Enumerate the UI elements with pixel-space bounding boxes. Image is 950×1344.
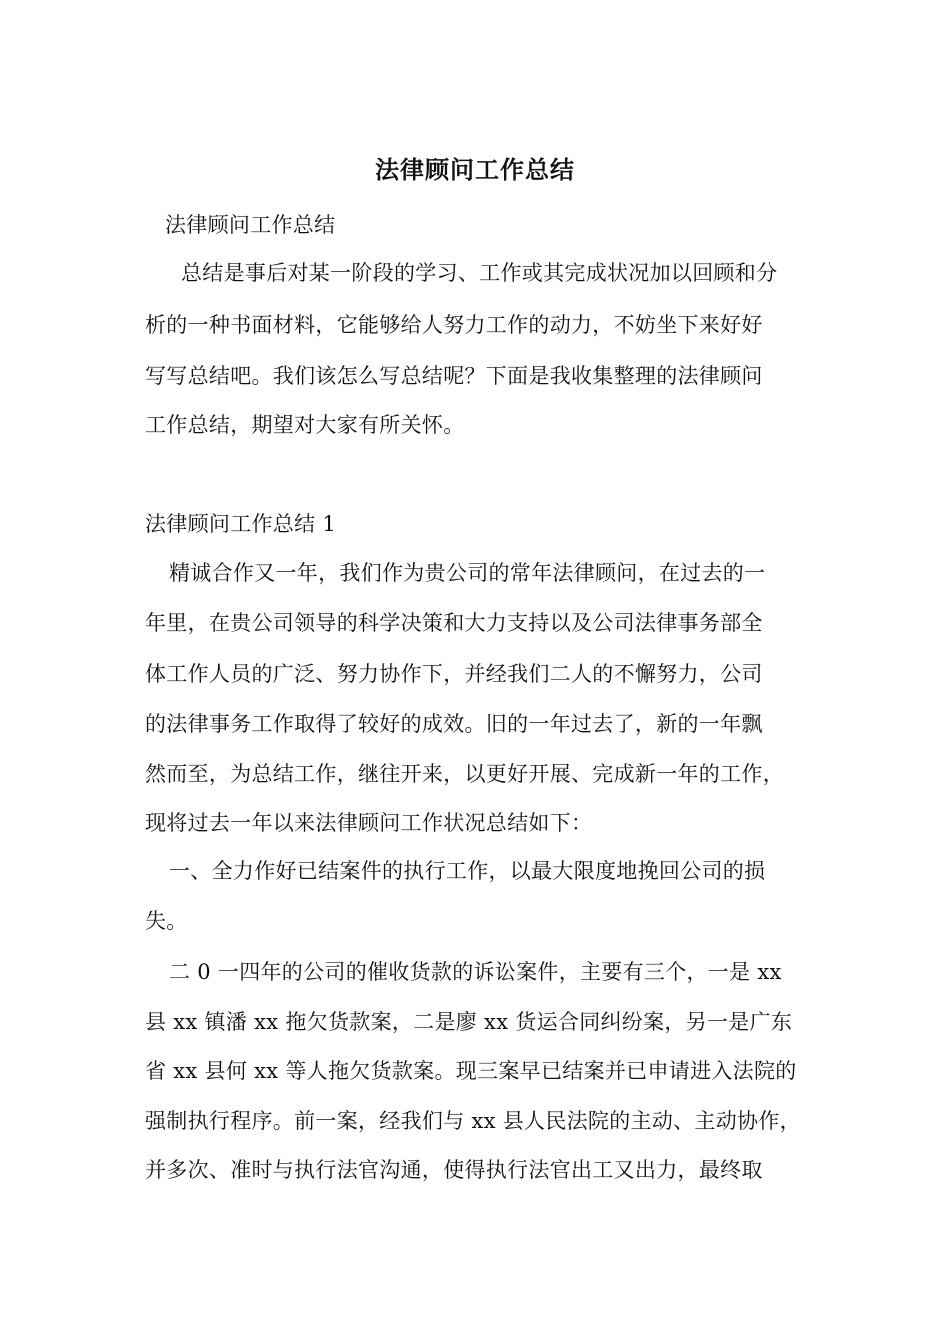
section-heading: 法律顾问工作总结 1 [145,512,337,536]
body-line: 精诚合作又一年，我们作为贵公司的常年法律顾问，在过去的一 [169,561,766,585]
body-line: 现将过去一年以来法律顾问工作状况总结如下： [145,811,593,835]
body-line: 的法律事务工作取得了较好的成效。旧的一年过去了，新的一年飘 [145,712,763,736]
intro-line: 析的一种书面材料，它能够给人努力工作的动力，不妨坐下来好好 [145,313,763,337]
body-line: 并多次、准时与执行法官沟通，使得执行法官出工又出力，最终取 [145,1158,763,1182]
document-title: 法律顾问工作总结 [375,155,575,184]
body-line: 失。 [145,909,188,933]
body-line: 强制执行程序。前一案，经我们与 xx 县人民法院的主动、主动协作， [145,1109,801,1133]
body-line: 县 xx 镇潘 xx 拖欠货款案，二是廖 xx 货运合同纠纷案，另一是广东 [145,1010,793,1034]
intro-line: 写写总结吧。我们该怎么写总结呢？下面是我收集整理的法律顾问 [145,364,763,388]
body-line: 然而至，为总结工作，继往开来，以更好开展、完成新一年的工作， [145,762,784,786]
intro-line: 总结是事后对某一阶段的学习、工作或其完成状况加以回顾和分 [181,261,778,285]
intro-line: 工作总结，期望对大家有所关怀。 [145,413,465,437]
body-line: 体工作人员的广泛、努力协作下，并经我们二人的不懈努力，公司 [145,662,763,686]
body-line: 一、全力作好已结案件的执行工作，以最大限度地挽回公司的损 [169,859,766,883]
body-line: 二 0 一四年的公司的催收货款的诉讼案件，主要有三个，一是 xx [169,960,782,984]
body-line: 年里，在贵公司领导的科学决策和大力支持以及公司法律事务部全 [145,611,763,635]
document-subtitle: 法律顾问工作总结 [165,213,336,237]
body-line: 省 xx 县何 xx 等人拖欠货款案。现三案早已结案并已申请进入法院的 [145,1059,797,1083]
